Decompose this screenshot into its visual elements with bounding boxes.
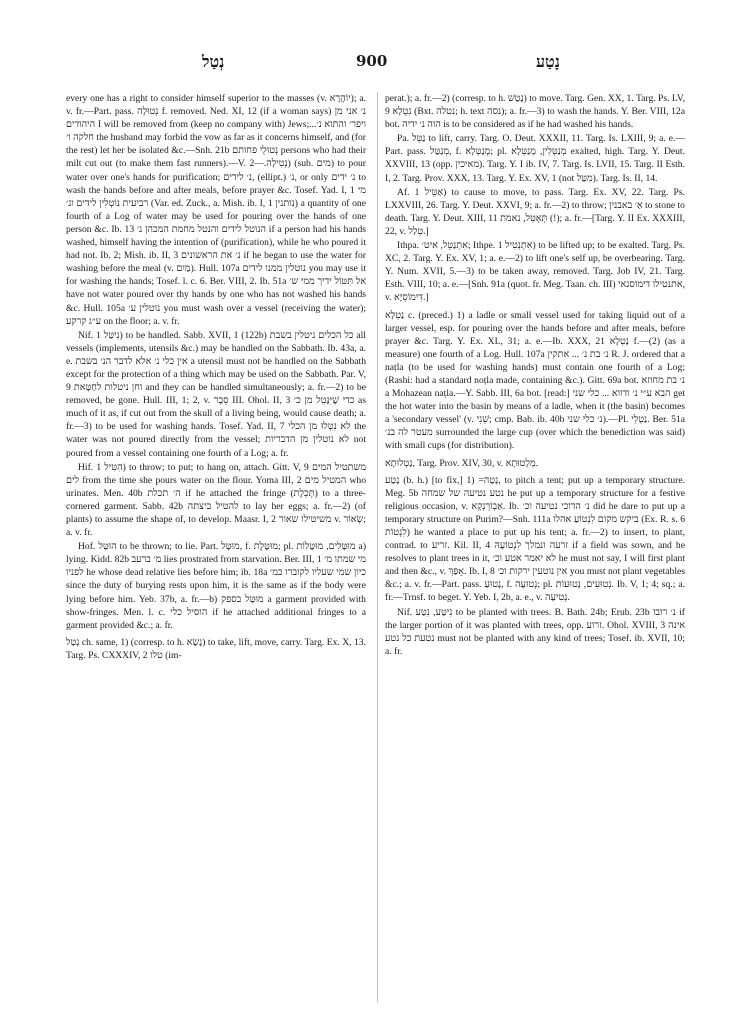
entry-paragraph-nif-nata: Nif. נִיטַּע, נִטַּע to be planted with trees. B. Bath. 24b; Erub. 23b נ׳ רובו if the larger portion of it was planted with trees, opp. זרוע. Ohol. XVIII, 3 אינה נטעת כל נטע must not be planted with any kind of trees; Tosef. ib. XVII, 10; a. fr. [385, 606, 685, 657]
right-running-headword: נָטַע [536, 52, 560, 71]
column-divider [377, 92, 378, 1002]
left-column [66, 92, 366, 1004]
entry-paragraph-netal-ch: נְטַל ch. same, 1) (corresp. to h. נָשָׂא) to take, lift, move, carry. Targ. Ex. X, 13. Targ. Ps. CXXXIV, 2 טלו (im- [66, 636, 366, 661]
entry-paragraph-natla: נַטְלָא c. (preced.) 1) a ladle or small vessel used for taking liquid out of a larger vessel, esp. for pouring over the hands before and after meals, before prayer &c. Targ. Y. Ex. XL, 31; a. e.—Ib. XXX, 21 נַטְלָא f.—(2) (as a measure) one fourth of a Log. Hull. 107a נ׳ בת נ׳ ... אתקין R. J. ordered that a naṭla (to be used for washing hands) must contain one fourth of a Log; (Rashi: had a standard noṭla made, containing &c.). Gitt. 69a bot. נ׳ בת מחוזא a Mohazean naṭla.—Y. Sabb. III, 6a bot. [read:] הבא ע״י נ׳ ודווא ... כלי שני get the hot water into the basin by means of a ladle, when it (the basin) becomes a 'secondary vessel' (v. שֵׁנִי; cmp. Bab. ib. 40b נ׳ כלי שני).—Pl. נַטְלֵי. Ber. 51a מעטר לה בנ׳ surrounded the large cup (over which the benediction was said) with small cups (for distribution). [385, 309, 685, 452]
page-header [0, 52, 750, 76]
left-running-headword: נְטַל [202, 52, 225, 71]
entry-paragraph-natluta: נַטְלוּתָא, Targ. Prov. XIV, 30, v. מְלָטוּתָא. [385, 457, 539, 469]
entry-paragraph-hof: Hof. הוּטַּל to be thrown; to lie. Part. מוּטָּל, f. מוּטֶּלֶת; pl. מוּטָּלִים, מוּטָּלוֹת a) lying. Kidd. 82b מ׳ ברעב lies prostrated from starvation. Ber. III, 1 מי שמתו מ׳ לפניו he whose dead relative lies before him; ib. 18a כיון שמי שעליו לקוברו כמ׳ since the duty of burying rests upon him, it is the same as if the body were lying before him. Yeb. 37b, a. fr.—b) מוּטָּל בספק a garment provided with show-fringes. Men. l. c. הוסיל כלי if he attached additional fringes to a garment provided &c.; a. fr. [66, 541, 366, 631]
entry-paragraph-hif: Hif. הִטִּיל 1) to throw; to put; to hang on, attach. Gitt. V, 9 משתטיל המים לים from the time she pours water on the flour. Yoma III, 2 המטיל מים who urinates. Men. 40b ה׳ תכלת if he attached the fringe (תְּכֵלֶת) to a three-cornered garment. Sabb. 42b להטיל ביצתה to lay her eggs; a. fr.—2) (of plants) to assume the shape of, to develop. Maasr. I, 2 משיטילו שאור v. שְׂאוֹר; a. v. fr. [66, 461, 366, 539]
entry-paragraph: perat.); a. fr.—2) (corresp. to h. נָטַשׁ) to move. Targ. Gen. XX, 1. Targ. Ps. LV, 9 נִטְלָא (Bxt. נטלה; h. text נסה); a. fr.—3) to wash the hands. Y. Ber. VIII, 12a bot. הוה נ׳ ידיה is to be considered as if he had washed his hands. [385, 93, 685, 131]
entry-paragraph-ithpa: Ithpa. אִתְנַטֵּל, איט׳; Ithpe. אִתְנְטִיל 1) to be lifted up; to be exalted. Targ. Ps. XC, 2. Targ. Y. Ex. XV, 1; a. e.—2) to lift one's self up, be overbearing. Targ. Y. Num. XVII, 5.—3) to be taken away, removed. Targ. Job IV, 21. Targ. Esth. VIII, 10; a. e.—[Snh. 91a (quot. fr. Meg. Taan. ch. III) אתנטילו דימוסנאי, v. דִּימוֹסְיָא.] [385, 240, 685, 304]
page-number: 900 [356, 52, 388, 70]
entry-paragraph-pa: Pa. נַטֵּל to lift, carry. Targ. O. Deut. XXXII, 11. Targ. Is. LXIII, 9; a. e.—Part. pass. מְנַטַּל, f. מְנַטְּלָא; pl. מְנַטְּלִין, מְנַטְּלָא exalted, high. Targ. Y. Deut. XXVIII, 13 (opp. מאיכין). Targ. Y. I ib. IV, 7. Targ. Is. LVII, 15. Targ. II Esth. I, 2. Targ. Prov. XXX, 13. Targ. Y. Ex. XV, 1 (not מִטַּל). Targ. Is. II, 14. [385, 133, 685, 184]
entry-paragraph-af: Af. אַטֵּיל 1) to cause to move, to pass. Targ. Ex. XV, 22. Targ. Ps. LXXVIII, 26. Targ. Y. Deut. XXVI, 9; a. fr.—2) to throw; אַ׳ באבנין to stone to death. Targ. Y. Deut. XIII, 11 תְּאָטֵּל, נאמת (!); a. fr.—[Targ. Y. II Ex. XXXIII, 22, v. טְלַל.] [385, 186, 685, 237]
entry-paragraph: every one has a right to consider himself superior to the masses (v. יוֹהֲרָא); a. v. fr.—Part. pass. נְטוּלָה f. removed. Ned. XI, 12 (if a woman says) נ׳ אני מן היהודים I will be removed from (keep no company with) Jews;...ויפר׳ והתוא נ׳ חלקה ו׳ the husband may forbid the vow as far as it concerns himself, and (for the rest) let her be isolated &c.—Snh. 21b נְטוּלֵי פחותם persons who had their milt cut out (to make them fast runners).—V. נְטִילָה.—2) (sub. מים) to pour water over one's hands for purification; נ׳ לידים, (ellipt.) נ׳, or only נ׳ ידים to wash the hands before and after meals, before prayer &c. Tosef. Yad. I, 1 מי רביעית נוֹטְלִין לידים ונ׳ (Var. ed. Zuck., a. Mish. ib. I, 1 נותנין) a quantity of one fourth of a Log of water may be used for pouring over the hands of one person &c. Ib. 13 הנוטל לידים והנטל מחמת המכהן נ׳ if a person had his hands washed, himself having the intention of (purification), while he who poured it had not. Ib. 2; Mish. ib. II, 3 נ׳ את הראשונים if he began to use the water for washing before the meal (v. מַיִם). Hull. 107a נוטלין ממנו לידים you may use it for washing the hands; Tosef. l. c. 6. Ber. VIII, 2. Ib. 51a אל תִּטּוֹל ידיך ממי ש׳ have not water poured over thy hands by one who has not washed his hands &c. Hull. 105a נוטלין ע׳ you must wash over a vessel (receiving the water); ע״ג קרקע on the floor; a. v. fr. [66, 93, 366, 327]
entry-paragraph-nif: Nif. נִיטַּל 1) to be handled. Sabb. XVII, 1 (122b) כל הכלים ניטלין בשבת all vessels (implements, utensils &c.) may be handled on the Sabbath. Ib. 43a, a. e. אין כלי נ׳ אלא לדבר הנ׳ בשבת a utensil must not be handled on the Sabbath except for the protection of a thing which may be used on the Sabbath. Par. V, 9 וחן ניטלות לחַטָּאת and they can be handled simultaneously; a. fr.—2) to be removed, be gone. Hull. III, 1; 2, v. סֵבֶר III. Ohol. II, 3 כדי שֶׁיִּנָּטֵל מן כ׳ as much of it as, if cut out from the skull of a living being, would cause death; a. fr.—3) to be used for washing hands. Tosef. Yad. II, 7 לא נִטְּלוּ מן הכלי the water was not poured directly from the vessel; לא נוטלין מן הדבריות not poured from a vessel containing one fourth of a Log; a. fr. [66, 329, 366, 459]
right-column [385, 92, 685, 1004]
entry-paragraph-nata: נָטַע (b. h.) [to fix,] 1) =נָטָה, to pitch a tent; put up a temporary structure. Meg. 5b נטע נטיעה של שמחה he put up a temporary structure for a festive religious occasion, v. אַבְוֹרְנְקָא. Ib. נ׳ הדוכי נטיעה וכ׳ did he dare to put up a temporary structure on Purim?—Snh. 111a ביקש מקום לִנְטוֹעַ אהלו (Ex. R. s. 6 לִנְטוֹת) he wanted a place to put up his tent; a. fr.—2) to insert, to plant, contrad. to זריע. Kil. II, 4 זרעה ונמלך לִנְטוֹעָהּ if a field was sown, and he resolves to plant trees in it, לא יאמר אטע וכ׳ he must not say, I will first plant and then &c., v. אָפַךְ. Ib. I, 8 אין נוטעין ירקות וכ׳ you must not plant vegetables &c.; a. v. fr.—Part. pass. נָטוּעַ, f. נְטוּעָה; pl. נְטוּעִים, נְטוּעוֹת. Ib. V, 1; 4; sq.; a. fr.—Trnsf. to beget. Y. Yeb. I, 2b, a. e., v. נְטִיעָה. [385, 474, 685, 604]
